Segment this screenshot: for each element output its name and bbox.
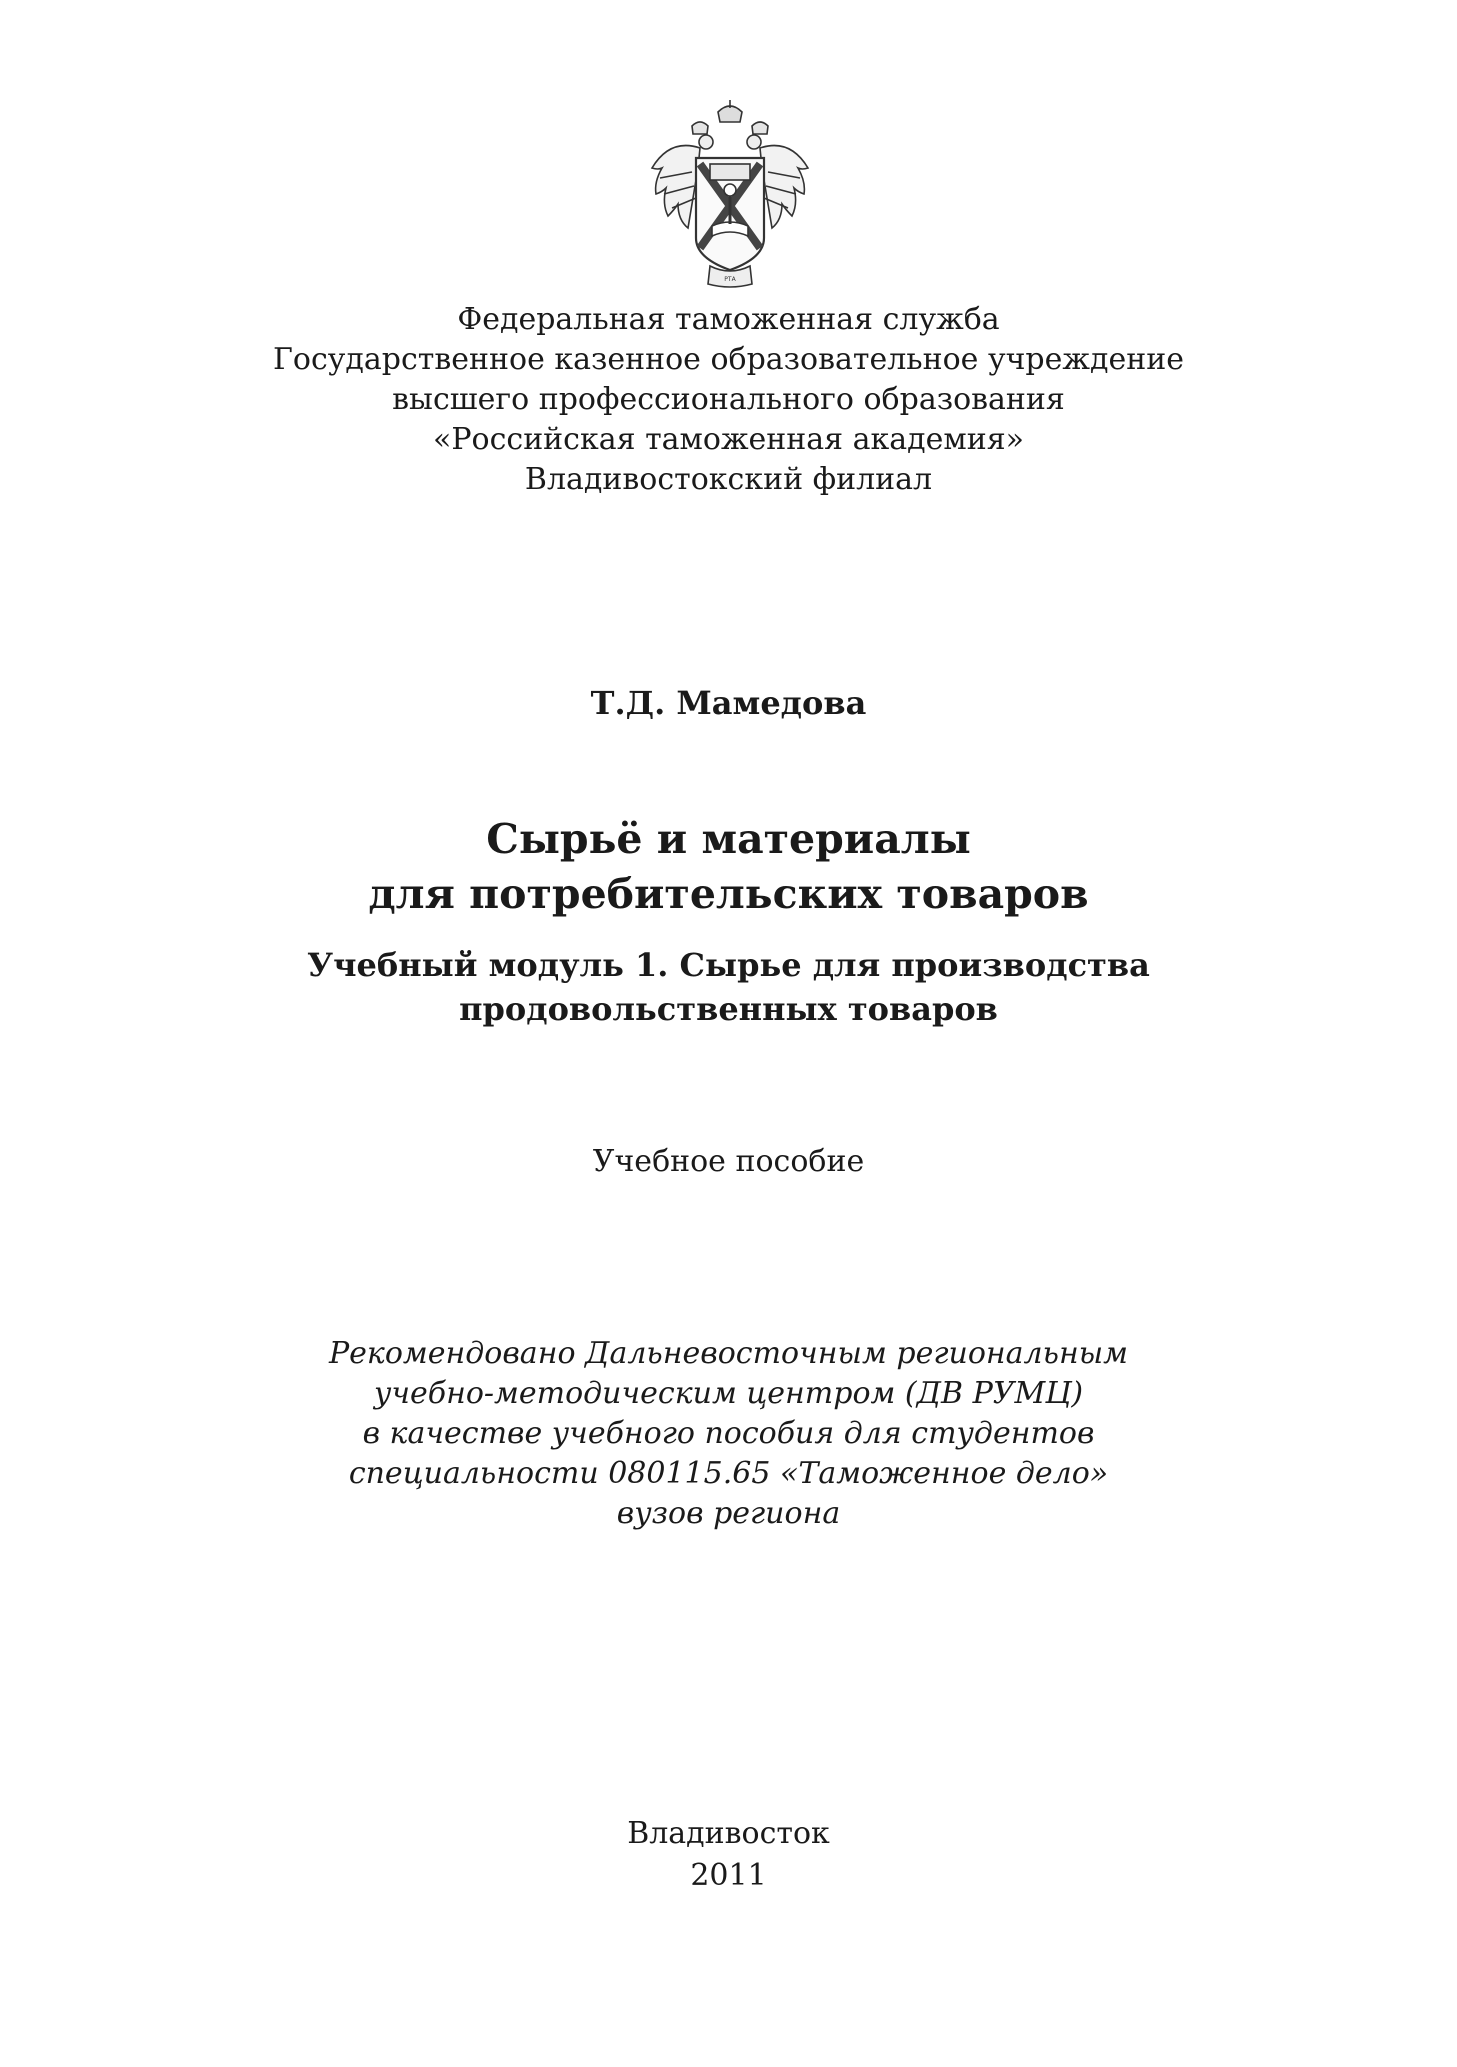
imprint-city: Владивосток (627, 1816, 830, 1851)
recommendation-line: в качестве учебного пособия для студентов (362, 1416, 1095, 1451)
author-name: Т.Д. Мамедова (590, 684, 867, 722)
recommendation-line: специальности 080115.65 «Таможенное дело» (348, 1456, 1109, 1491)
title-line: для потребительских товаров (368, 870, 1089, 918)
institution-line: «Российская таможенная академия» (432, 422, 1025, 457)
book-subtitle (0, 943, 1457, 1031)
imprint-year: 2011 (690, 1858, 767, 1893)
subtitle-line: Учебный модуль 1. Сырье для производства (307, 946, 1150, 984)
document-type: Учебное пособие (592, 1144, 865, 1179)
recommendation-line: вузов региона (616, 1496, 841, 1531)
subtitle-line: продовольственных товаров (459, 990, 998, 1028)
customs-academy-emblem-icon (640, 98, 820, 288)
svg-text:РТА: РТА (724, 276, 736, 283)
book-title (0, 812, 1457, 922)
institution-line: Владивостокский филиал (524, 462, 933, 497)
imprint (0, 1813, 1457, 1897)
institution-line: Федеральная таможенная служба (457, 302, 1000, 337)
institution-line: Государственное казенное образовательное учреждение (273, 342, 1184, 377)
recommendation-line: Рекомендовано Дальневосточным региональным (328, 1336, 1129, 1371)
institution-block (0, 300, 1457, 500)
recommendation-line: учебно-методическим центром (ДВ РУМЦ) (373, 1376, 1084, 1411)
title-line: Сырьё и материалы (486, 815, 971, 863)
recommendation-block (0, 1334, 1457, 1534)
institution-line: высшего профессионального образования (392, 382, 1065, 417)
